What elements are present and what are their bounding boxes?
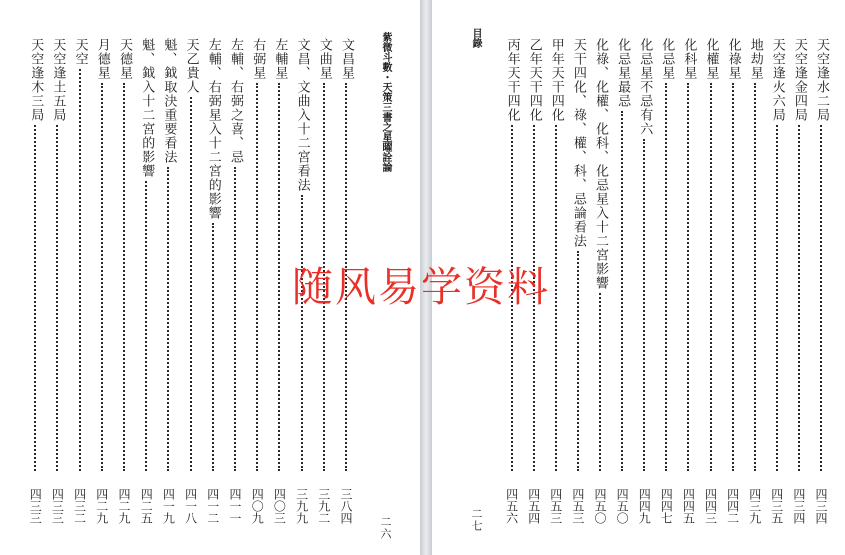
toc-entry-title: 化權星: [703, 38, 719, 80]
toc-leader-dots: [820, 125, 822, 471]
toc-page-number: 四〇三: [272, 488, 287, 524]
toc-entry-title: 化忌星: [659, 38, 675, 80]
toc-entry-title: 天干四化、祿、權、科、忌論看法: [570, 38, 586, 248]
toc-entry[interactable]: [246, 38, 268, 474]
toc-entry-title: 地劫星: [747, 38, 763, 80]
toc-entry[interactable]: [589, 38, 611, 474]
toc-leader-dots: [555, 125, 557, 471]
toc-entry-title: 化科星: [681, 38, 697, 80]
toc-page-number: 四二九: [117, 488, 131, 524]
toc-leader-dots: [123, 83, 125, 471]
toc-leader-dots: [754, 83, 756, 471]
toc-entry[interactable]: [766, 38, 788, 474]
toc-entry-title: 文昌、文曲入十二宮看法: [294, 38, 310, 192]
toc-page-number: 三九九: [294, 488, 309, 524]
toc-page-number: 四三四: [814, 488, 828, 524]
toc-entry-title: 天空: [72, 38, 88, 66]
toc-page-number: 四三五: [769, 488, 784, 524]
toc-entry-title: 天空逢火六局: [769, 38, 785, 122]
toc-entry[interactable]: [24, 38, 46, 474]
toc-leader-dots: [301, 195, 303, 471]
watermark-text: 随风易学资料: [292, 263, 550, 311]
toc-entry[interactable]: [157, 38, 179, 474]
toc-entry-title: 天空逢水二局: [814, 38, 829, 122]
toc-entry[interactable]: [677, 38, 699, 474]
toc-entry-title: 天空逢木三局: [28, 38, 44, 122]
toc-leader-dots: [687, 83, 689, 471]
toc-leader-dots: [710, 83, 712, 471]
toc-page-number: 三九二: [316, 488, 331, 524]
toc-entry[interactable]: [655, 38, 677, 474]
toc-leader-dots: [776, 125, 778, 471]
toc-entry-title: 右弼星: [250, 38, 266, 80]
toc-entry-title: 左輔、右弼星入十二宮的影響: [205, 38, 221, 220]
toc-entry-title: 天空逢金四局: [791, 38, 807, 122]
toc-leader-dots: [167, 167, 169, 471]
toc-page-number: 四四七: [659, 488, 674, 524]
toc-entry-title: 文昌星: [339, 38, 354, 80]
toc-page-number: 四四三: [703, 488, 718, 524]
toc-leader-dots: [278, 83, 280, 471]
toc-leader-dots: [190, 97, 192, 471]
toc-leader-dots: [101, 83, 103, 471]
toc-page-number: 三八四: [339, 488, 353, 524]
toc-page-number: 四三三: [50, 488, 65, 524]
toc-page-number: 四三九: [747, 488, 762, 524]
toc-entry[interactable]: [633, 38, 655, 474]
toc-page-number: 四五〇: [615, 488, 630, 524]
toc-leader-dots: [34, 125, 36, 471]
toc-page-number: 四一二: [205, 488, 220, 524]
toc-entry-title: 化祿、化權、化科、化忌星入十二宮影響: [593, 38, 608, 290]
toc-entry-title: 乙年天干四化: [526, 38, 542, 122]
toc-entry-title: 甲年天干四化: [548, 38, 564, 122]
toc-leader-dots: [145, 181, 147, 471]
toc-page-number: 四五三: [548, 488, 563, 524]
toc-page-number: 四三二: [72, 488, 87, 524]
toc-page-number: 四四二: [725, 488, 740, 524]
toc-leader-dots: [643, 139, 645, 471]
toc-page-number: 四五〇: [593, 488, 607, 524]
toc-page-number: 四一八: [183, 488, 198, 524]
right-folio: 二七: [470, 508, 483, 532]
toc-entry[interactable]: [91, 38, 113, 474]
book-running-header: 紫微斗數・天策三書之星曜詮論: [380, 32, 391, 172]
toc-entry[interactable]: [202, 38, 224, 474]
toc-entry[interactable]: [722, 38, 744, 474]
toc-entry-title: 丙年天干四化: [504, 38, 520, 122]
toc-entry-title: 天乙貴人: [183, 38, 199, 94]
toc-entry-title: 魁、鉞入十二宮的影響: [139, 38, 155, 178]
toc-page-number: 四五六: [504, 488, 519, 524]
toc-entry-title: 左輔星: [272, 38, 288, 80]
toc-entry[interactable]: [611, 38, 633, 474]
toc-entry[interactable]: [268, 38, 290, 474]
toc-entry[interactable]: [567, 38, 589, 474]
left-folio: 二六: [379, 516, 392, 540]
toc-entry-title: 左輔、右弼之喜、忌: [228, 38, 243, 164]
toc-entry[interactable]: [69, 38, 91, 474]
toc-entry[interactable]: [700, 38, 722, 474]
toc-entry-title: 化忌星最忌: [615, 38, 631, 108]
toc-page-number: 四四五: [681, 488, 696, 524]
toc-page-number: 四二九: [94, 488, 109, 524]
toc-page-number: 四四九: [637, 488, 652, 524]
toc-page-number: 四一一: [228, 488, 242, 524]
toc-entry-title: 化祿星: [725, 38, 741, 80]
toc-page-number: 四〇九: [250, 488, 265, 524]
toc-page-number: 四三四: [791, 488, 806, 524]
toc-leader-dots: [621, 111, 623, 471]
toc-leader-dots: [798, 125, 800, 471]
toc-entry[interactable]: [46, 38, 68, 474]
toc-heading: 目錄: [470, 28, 481, 48]
toc-leader-dots: [79, 69, 81, 471]
toc-entry[interactable]: [224, 38, 246, 474]
toc-leader-dots: [665, 83, 667, 471]
toc-entry-title: 月德星: [94, 38, 110, 80]
toc-leader-dots: [599, 293, 601, 471]
toc-leader-dots: [256, 83, 258, 471]
toc-leader-dots: [56, 125, 58, 471]
toc-entry[interactable]: [135, 38, 157, 474]
toc-entry-title: 魁、鉞取決重要看法: [161, 38, 177, 164]
toc-page-number: 四一九: [161, 488, 176, 524]
toc-leader-dots: [732, 83, 734, 471]
toc-entry[interactable]: [788, 38, 810, 474]
toc-entry[interactable]: [744, 38, 766, 474]
toc-entry[interactable]: [180, 38, 202, 474]
toc-entry[interactable]: [810, 38, 832, 474]
toc-page-number: 四二五: [139, 488, 154, 524]
toc-entry-title: 天德星: [117, 38, 132, 80]
toc-entry-title: 文曲星: [316, 38, 332, 80]
toc-page-number: 四五三: [570, 488, 585, 524]
toc-page-number: 四三三: [28, 488, 43, 524]
toc-leader-dots: [234, 167, 236, 471]
toc-page-number: 四五四: [526, 488, 541, 524]
toc-entry-title: 天空逢土五局: [50, 38, 66, 122]
toc-leader-dots: [212, 223, 214, 471]
toc-entry-title: 化忌星不忌有六: [637, 38, 653, 136]
toc-entry[interactable]: [113, 38, 135, 474]
toc-leader-dots: [577, 251, 579, 471]
